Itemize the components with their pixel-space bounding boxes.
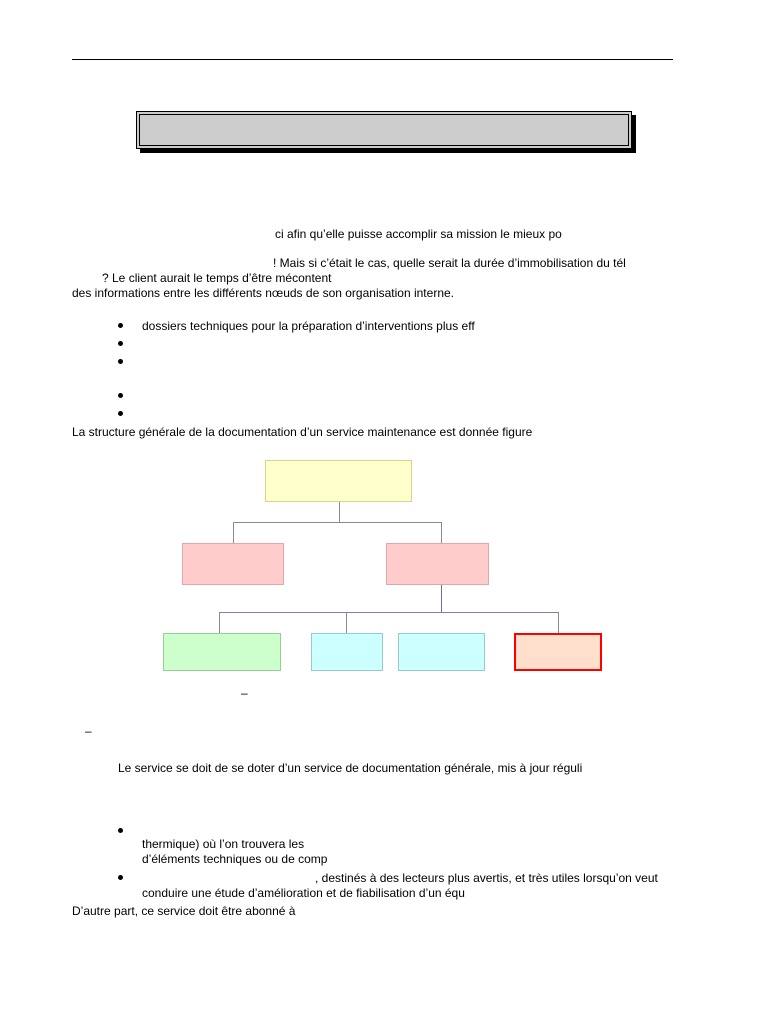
final-sentence: D’autre part, ce service doit être abonné à xyxy=(72,904,296,918)
connector-line xyxy=(441,522,442,543)
bullet-b1-line1: thermique) où l’on trouvera les xyxy=(142,837,305,851)
title-box xyxy=(136,111,632,149)
connector-line xyxy=(233,522,442,523)
connector-line xyxy=(219,612,559,613)
structure-sentence: La structure générale de la documentation d’un service maintenance est donnée figure xyxy=(72,425,533,439)
bullet-b2-line1: , destinés à des lecteurs plus avertis, et très utiles lorsqu’on veut xyxy=(315,871,658,885)
connector-line xyxy=(233,522,234,543)
diagram-cyan-box-1 xyxy=(311,633,383,671)
bullet-dot xyxy=(118,359,123,364)
bullet-b1-line2: d’éléments techniques ou de comp xyxy=(142,852,328,866)
connector-line xyxy=(558,612,559,633)
bullet-dot xyxy=(118,828,123,833)
header-rule xyxy=(72,59,673,60)
bullet-dot xyxy=(118,323,123,328)
paragraph1-line4: des informations entre les différents nœuds de son organisation interne. xyxy=(72,286,454,300)
bullet-dot xyxy=(118,393,123,398)
dash: – xyxy=(85,724,92,738)
bullet-dot xyxy=(118,411,123,416)
connector-line xyxy=(346,612,347,633)
diagram-right-box xyxy=(386,543,489,585)
paragraph1-line3: ? Le client aurait le temps d’être mécontent xyxy=(102,271,332,285)
diagram-red-box xyxy=(514,633,602,671)
service-sentence: Le service se doit de se doter d’un service de documentation générale, mis à jour réguli xyxy=(118,761,583,775)
diagram-root-box xyxy=(265,460,412,502)
paragraph1-line2: ! Mais si c’était le cas, quelle serait la durée d’immobilisation du tél xyxy=(273,256,626,270)
bullet-dot xyxy=(118,875,123,880)
connector-line xyxy=(441,585,442,613)
diagram-green-box xyxy=(163,633,281,671)
bullet1-text: dossiers techniques pour la préparation d’interventions plus eff xyxy=(142,319,475,333)
bullet-dot xyxy=(118,341,123,346)
dash: – xyxy=(241,686,248,700)
diagram-left-box xyxy=(182,543,284,585)
connector-line xyxy=(339,502,340,523)
paragraph1-line1: ci afin qu’elle puisse accomplir sa mission le mieux po xyxy=(275,227,562,241)
diagram-cyan-box-2 xyxy=(398,633,485,671)
bullet-b2-line2: conduire une étude d’amélioration et de fiabilisation d’un équ xyxy=(142,886,465,900)
connector-line xyxy=(219,612,220,633)
